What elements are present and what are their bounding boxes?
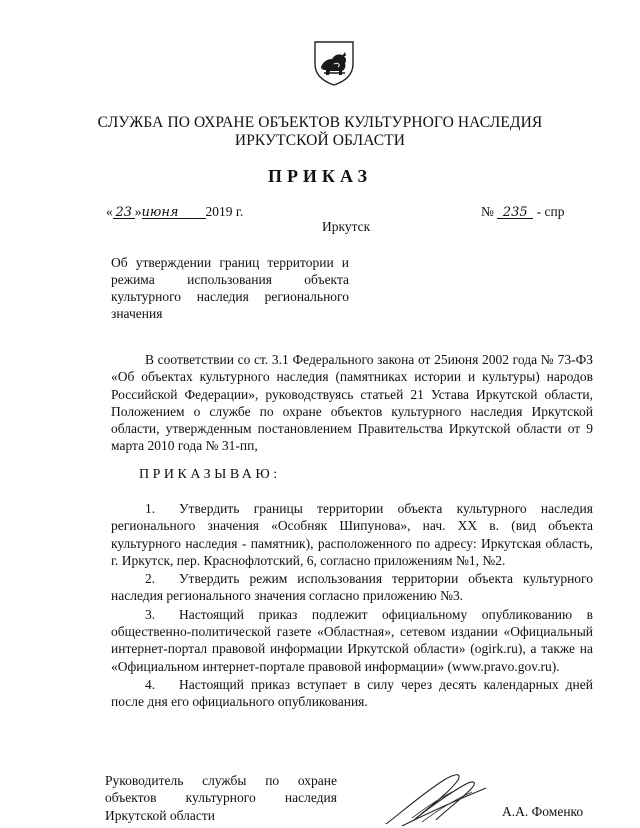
order-item-2 <box>111 570 593 605</box>
city-name: Иркутск <box>322 219 371 234</box>
order-heading: ПРИКАЗЫВАЮ: <box>139 467 281 482</box>
org-name-line1: СЛУЖБА ПО ОХРАНЕ ОБЪЕКТОВ КУЛЬТУРНОГО НАСЛЕДИЯ <box>97 114 543 131</box>
order-item-text: Настоящий приказ вступает в силу через десять календарных дней после дня его официального опубликования. <box>111 676 593 710</box>
date-open-quote: « <box>106 204 113 219</box>
order-item-text: Утвердить границы территории объекта культурного наследия регионального значения «Особняк Шипунова», нач. XX в. (вид объекта культурного наследия - памятник), расположенного по адресу: Иркутская область, г. Иркутск, пер. Краснофлотский, 6, согласно приложениям №1, №2. <box>111 501 593 568</box>
order-item-4 <box>111 676 593 711</box>
document-date <box>106 203 243 220</box>
document-subject: Об утверждении границ территории и режима использования объекта культурного наследия регионального значения <box>111 255 349 321</box>
number-value: 235 <box>497 204 533 219</box>
number-prefix: № <box>481 204 494 219</box>
date-day: 23 <box>113 204 135 219</box>
preamble-paragraph: В соответствии со ст. 3.1 Федерального закона от 25июня 2002 года № 73-ФЗ «Об объектах культурного наследия (памятниках истории и культуры) народов Российской Федерации», руководствуясь статьей 21 Устава Иркутской области, Положением о службе по охране объектов культурного наследия Иркутской области, утвержденным постановлением Правительства Иркутской области от 9 марта 2010 года № 31-пп, <box>111 352 593 454</box>
document-number <box>481 203 564 220</box>
order-item-number: 4. <box>145 676 156 692</box>
order-item-text: Настоящий приказ подлежит официальному опубликованию в общественно-политической газете «Областная», сетевом издании «Официальный интернет-портал правовой информации Иркутской области» (ogirk.ru), а также на «Официальном интернет-портале правовой информации» (www.pravo.gov.ru). <box>111 606 593 674</box>
signatory-position: Руководитель службы по охране объектов культурного наследия Иркутской области <box>105 773 337 823</box>
date-close-quote: » <box>134 204 142 219</box>
order-item-3 <box>111 606 593 675</box>
order-item-text: Утвердить режим использования территории объекта культурного наследия регионального значения согласно приложению №3. <box>111 571 593 604</box>
coat-of-arms-icon <box>312 40 356 86</box>
date-month: июня <box>142 204 206 219</box>
handwritten-signature-icon <box>382 768 492 828</box>
date-year: 2019 г. <box>205 204 244 219</box>
order-item-number: 3. <box>145 606 156 622</box>
number-suffix: - спр <box>536 204 565 219</box>
order-items <box>111 500 593 711</box>
order-item-number: 1. <box>145 501 156 516</box>
org-name-line2: ИРКУТСКОЙ ОБЛАСТИ <box>234 132 406 149</box>
document-type-title: ПРИКАЗ <box>267 166 373 186</box>
signatory-name: А.А. Фоменко <box>502 804 584 819</box>
order-item-1 <box>111 500 593 569</box>
order-item-number: 2. <box>145 571 156 587</box>
